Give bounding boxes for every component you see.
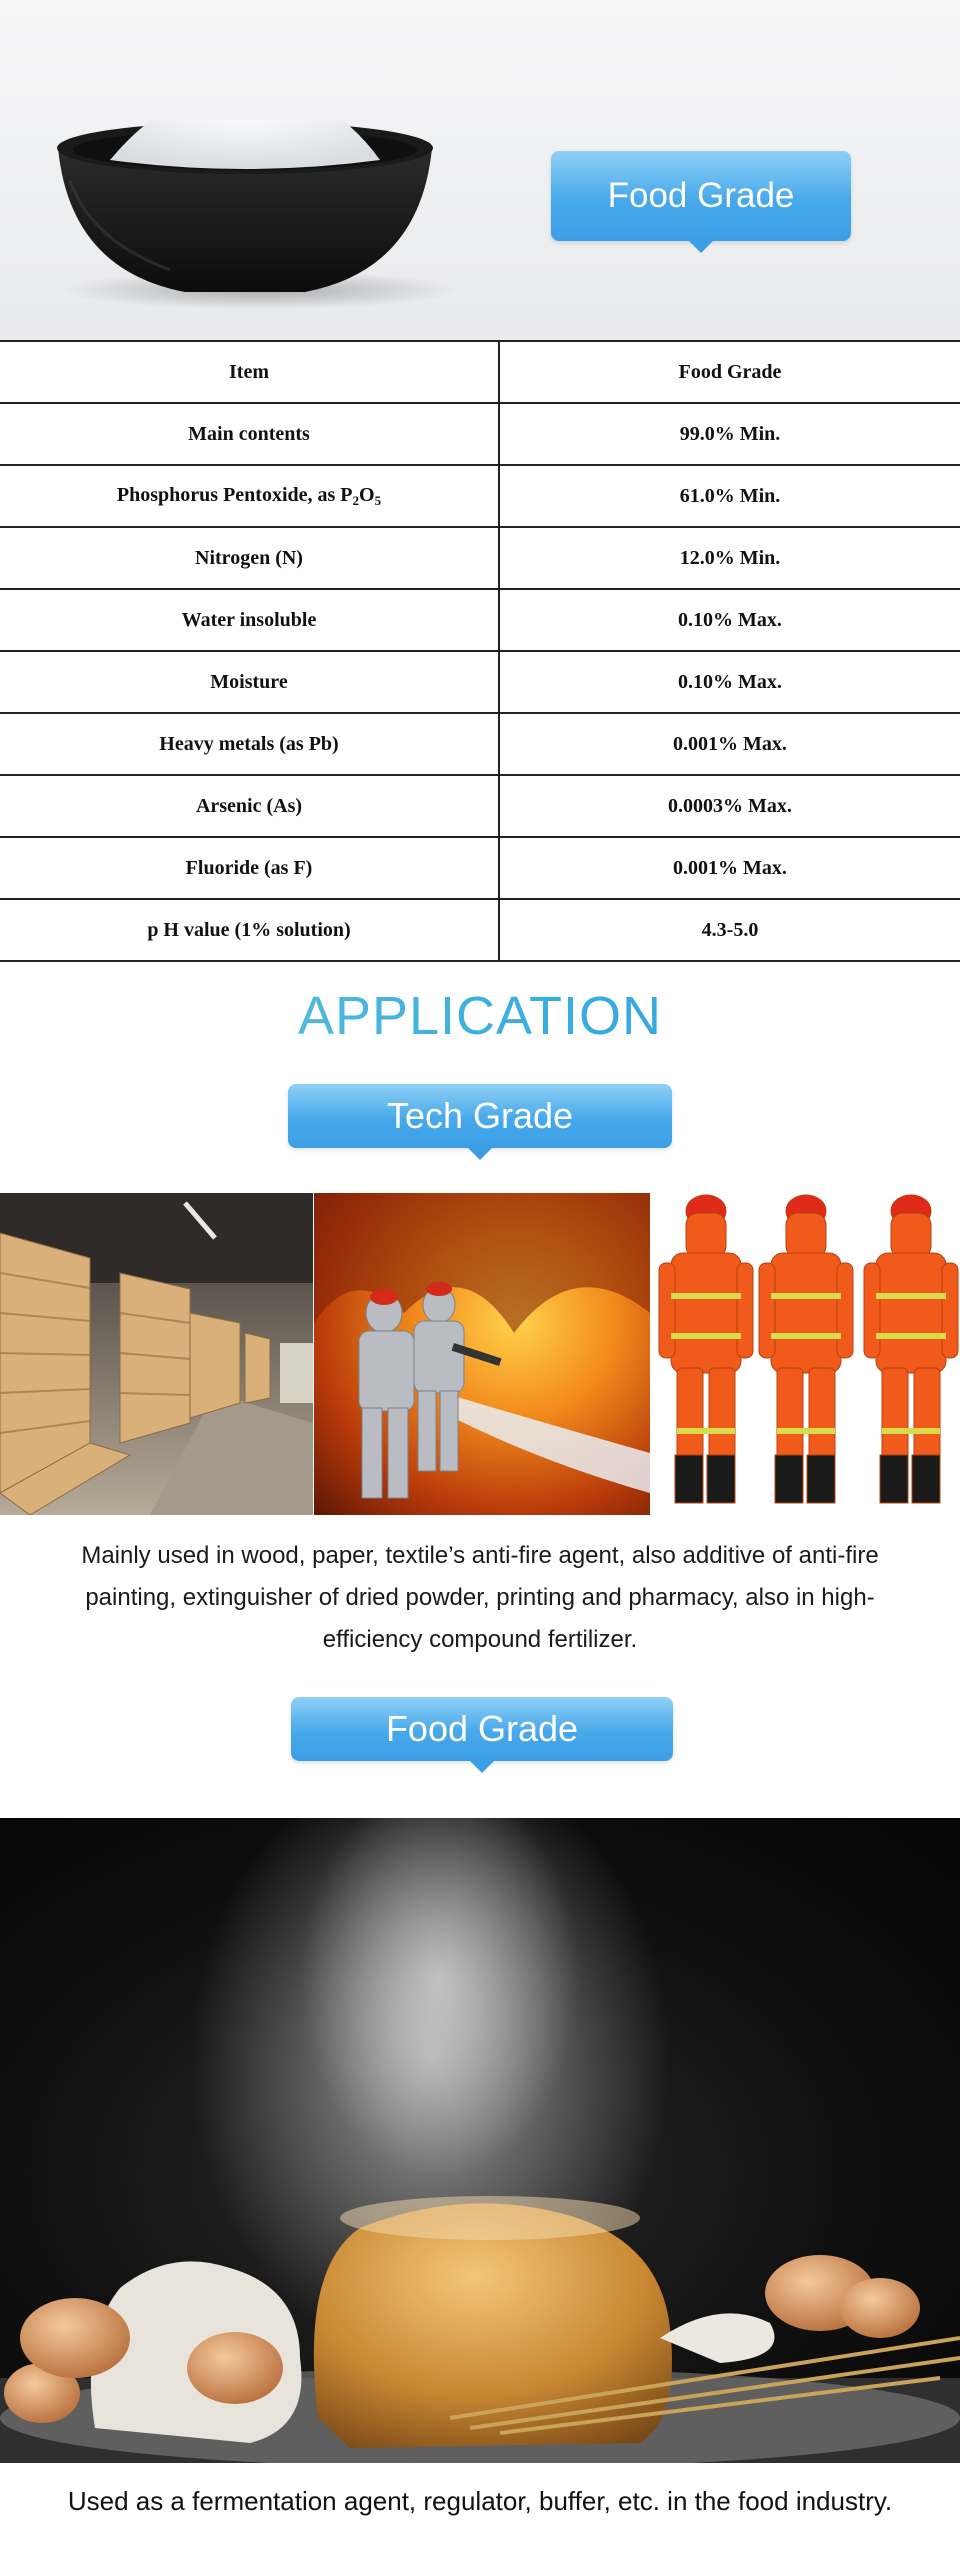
row-value: 0.001% Max.: [499, 837, 960, 899]
table-row: [0, 713, 960, 775]
row-item: Fluoride (as F): [0, 837, 499, 899]
row-value: 0.0003% Max.: [499, 775, 960, 837]
row-item: Water insoluble: [0, 589, 499, 651]
specification-table: [0, 340, 960, 962]
table-row: [0, 775, 960, 837]
row-value: 0.001% Max.: [499, 713, 960, 775]
tech-grade-photo-row: [0, 1193, 960, 1515]
table-row: [0, 651, 960, 713]
row-item: p H value (1% solution): [0, 899, 499, 961]
row-item: Heavy metals (as Pb): [0, 713, 499, 775]
food-grade-application-badge: Food Grade: [291, 1697, 673, 1761]
row-item-text: Phosphorus Pentoxide, as P: [116, 483, 353, 506]
row-value: 0.10% Max.: [499, 651, 960, 713]
row-item: Main contents: [0, 403, 499, 465]
header-food-grade: Food Grade: [499, 341, 960, 403]
tech-grade-description: Mainly used in wood, paper, textile’s anti-fire agent, also additive of anti-fire painting, extinguisher of dried powder, printing and pharmacy, also in high-efficiency compound fertilizer.: [81, 1542, 879, 1653]
firefighters-illustration: [314, 1193, 650, 1515]
row-item: Nitrogen (N): [0, 527, 499, 589]
fire-suits-illustration: [651, 1193, 960, 1515]
row-item: Moisture: [0, 651, 499, 713]
row-item: Arsenic (As): [0, 775, 499, 837]
table-row: [0, 899, 960, 961]
hero-banner: [0, 0, 960, 340]
row-value: 61.0% Min.: [499, 465, 960, 527]
bread-flour-image: [0, 1818, 960, 2463]
row-value: 4.3-5.0: [499, 899, 960, 961]
food-grade-caption: Used as a fermentation agent, regulator, buffer, etc. in the food industry.: [67, 2486, 893, 2516]
lumber-warehouse-illustration: [0, 1193, 313, 1515]
salt-bowl-image: [50, 120, 440, 300]
row-value: 99.0% Min.: [499, 403, 960, 465]
row-value: 12.0% Min.: [499, 527, 960, 589]
row-value: 0.10% Max.: [499, 589, 960, 651]
table-row: [0, 589, 960, 651]
table-row: [0, 527, 960, 589]
header-item: Item: [0, 341, 499, 403]
table-header-row: [0, 341, 960, 403]
firefighters-image: [314, 1193, 650, 1515]
table-row: [0, 465, 960, 527]
row-item: [0, 465, 499, 527]
application-title: APPLICATION: [0, 985, 960, 1047]
row-item-subscript: 2: [352, 492, 360, 508]
row-item-text-mid: O: [359, 483, 375, 506]
lumber-warehouse-image: [0, 1193, 313, 1515]
fire-suits-image: [651, 1193, 960, 1515]
table-row: [0, 403, 960, 465]
bread-flour-illustration: [0, 1818, 960, 2463]
food-grade-badge: Food Grade: [551, 151, 851, 241]
row-item-subscript: 5: [374, 492, 382, 508]
tech-grade-badge: Tech Grade: [288, 1084, 672, 1148]
table-row: [0, 837, 960, 899]
